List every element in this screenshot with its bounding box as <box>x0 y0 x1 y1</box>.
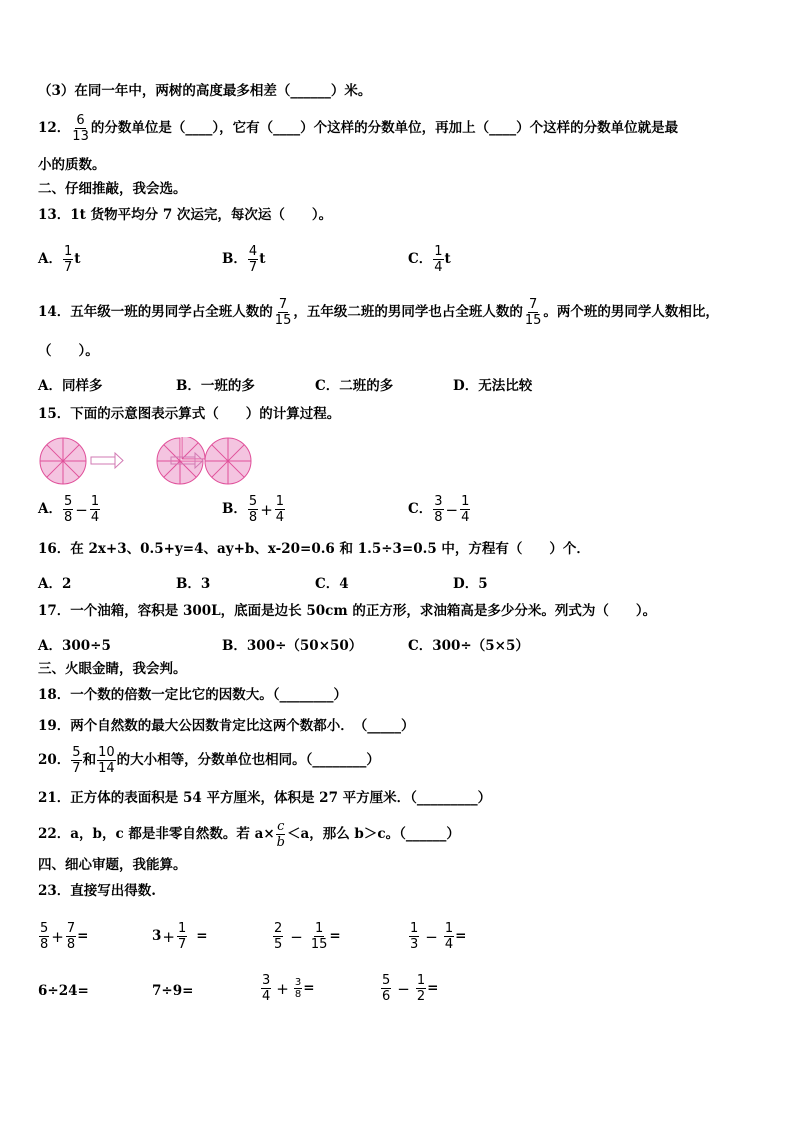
q16-option-b[interactable]: B．3 <box>176 576 211 592</box>
q13-option-b[interactable]: B． $\frac{4}{7}$ t <box>222 244 266 275</box>
question-12-cont: 小的质数。 <box>38 157 106 173</box>
question-22: 22．a，b，c 都是非零自然数。若 a× $\frac{c}{b}$ ＜a，那么 b＞c。（______） <box>38 819 460 850</box>
calc-item: $\frac{1}{3}$ − $\frac{1}{4}$ = <box>410 921 467 952</box>
question-19: 19．两个自然数的最大公因数肯定比这两个数都小． （_____） <box>38 718 415 734</box>
q14-option-b[interactable]: B．一班的多 <box>176 378 255 394</box>
pie-eighths <box>40 438 86 484</box>
q12-number: 12． <box>38 120 71 136</box>
question-23: 23．直接写出得数. <box>38 883 156 899</box>
q17-option-b[interactable]: B．300÷（50×50） <box>222 638 363 654</box>
question-18: 18．一个数的倍数一定比它的因数大。（________） <box>38 687 348 703</box>
q16-option-d[interactable]: D．5 <box>453 576 488 592</box>
arrow-icon <box>170 452 206 472</box>
q16-option-a[interactable]: A．2 <box>38 576 72 592</box>
question-20: 20． $\frac{5}{7}$ 和 $\frac{10}{14}$ 的大小相等，分数单位也相同。（________） <box>38 745 380 776</box>
q17-option-a[interactable]: A．300÷5 <box>38 638 111 654</box>
question-14: 14．五年级一班的男同学占全班人数的 $\frac{7}{15}$ ，五年级二班的男同学也占全班人数的 $\frac{7}{15}$ 。两个班的男同学人数相比， <box>38 297 719 328</box>
pie-result <box>203 437 253 487</box>
q13-option-a[interactable]: A． $\frac{1}{7}$ t <box>38 244 81 275</box>
question-16: 16．在 2x+3、0.5+y=4、ay+b、x-20=0.6 和 1.5÷3=0.5 中，方程有（ ）个． <box>38 541 590 557</box>
calc-item: $\frac{5}{6}$ − $\frac{1}{2}$ = <box>382 973 439 1004</box>
question-14-cont: （ ）。 <box>38 343 99 359</box>
calc-item: 7÷9= <box>152 983 194 999</box>
fraction: $\frac{6}{13}$ <box>72 113 89 144</box>
question-15: 15．下面的示意图表示算式（ ）的计算过程。 <box>38 406 341 422</box>
q15-option-b[interactable]: B． $\frac{5}{8}$ + $\frac{1}{4}$ <box>222 494 285 525</box>
question-12 <box>38 113 678 144</box>
q15-option-a[interactable]: A． $\frac{5}{8}$ − $\frac{1}{4}$ <box>38 494 100 525</box>
section-4-heading: 四、细心审题，我能算。 <box>38 857 187 873</box>
calc-item: 6÷24= <box>38 983 89 999</box>
q12-text: 的分数单位是（____），它有（____）个这样的分数单位，再加上（____）个这样的分数单位就是最 <box>90 120 679 136</box>
section-3-heading: 三、火眼金睛，我会判。 <box>38 661 187 677</box>
section-2-heading: 二、仔细推敲，我会选。 <box>38 181 187 197</box>
question-11-3: （3）在同一年中，两树的高度最多相差（______）米。 <box>38 83 372 99</box>
q14-option-d[interactable]: D．无法比较 <box>453 378 533 394</box>
q15-option-c[interactable]: C． $\frac{3}{8}$ − $\frac{1}{4}$ <box>408 494 470 525</box>
q14-option-c[interactable]: C．二班的多 <box>315 378 394 394</box>
calc-item: 3+ $\frac{1}{7}$ = <box>152 921 208 952</box>
q17-option-c[interactable]: C．300÷（5×5） <box>408 638 529 654</box>
calc-item: $\frac{2}{5}$ − $\frac{1}{15}$ = <box>274 921 341 952</box>
q13-option-c[interactable]: C． $\frac{1}{4}$ t <box>408 244 451 275</box>
q16-option-c[interactable]: C．4 <box>315 576 349 592</box>
question-13: 13．1t 货物平均分 7 次运完，每次运（ ）。 <box>38 207 333 223</box>
q14-option-a[interactable]: A．同样多 <box>38 378 103 394</box>
calc-item: $\frac{3}{4}$ + $\frac{3}{8}$ = <box>262 973 315 1004</box>
arrow-icon <box>90 452 126 472</box>
question-21: 21．正方体的表面积是 54 平方厘米，体积是 27 平方厘米．（_________） <box>38 790 492 806</box>
calc-item: $\frac{5}{8}$ + $\frac{7}{8}$ = <box>40 921 89 952</box>
question-17: 17．一个油箱，容积是 300L，底面是边长 50cm 的正方形，求油箱高是多少分米。列式为（ ）。 <box>38 603 657 619</box>
